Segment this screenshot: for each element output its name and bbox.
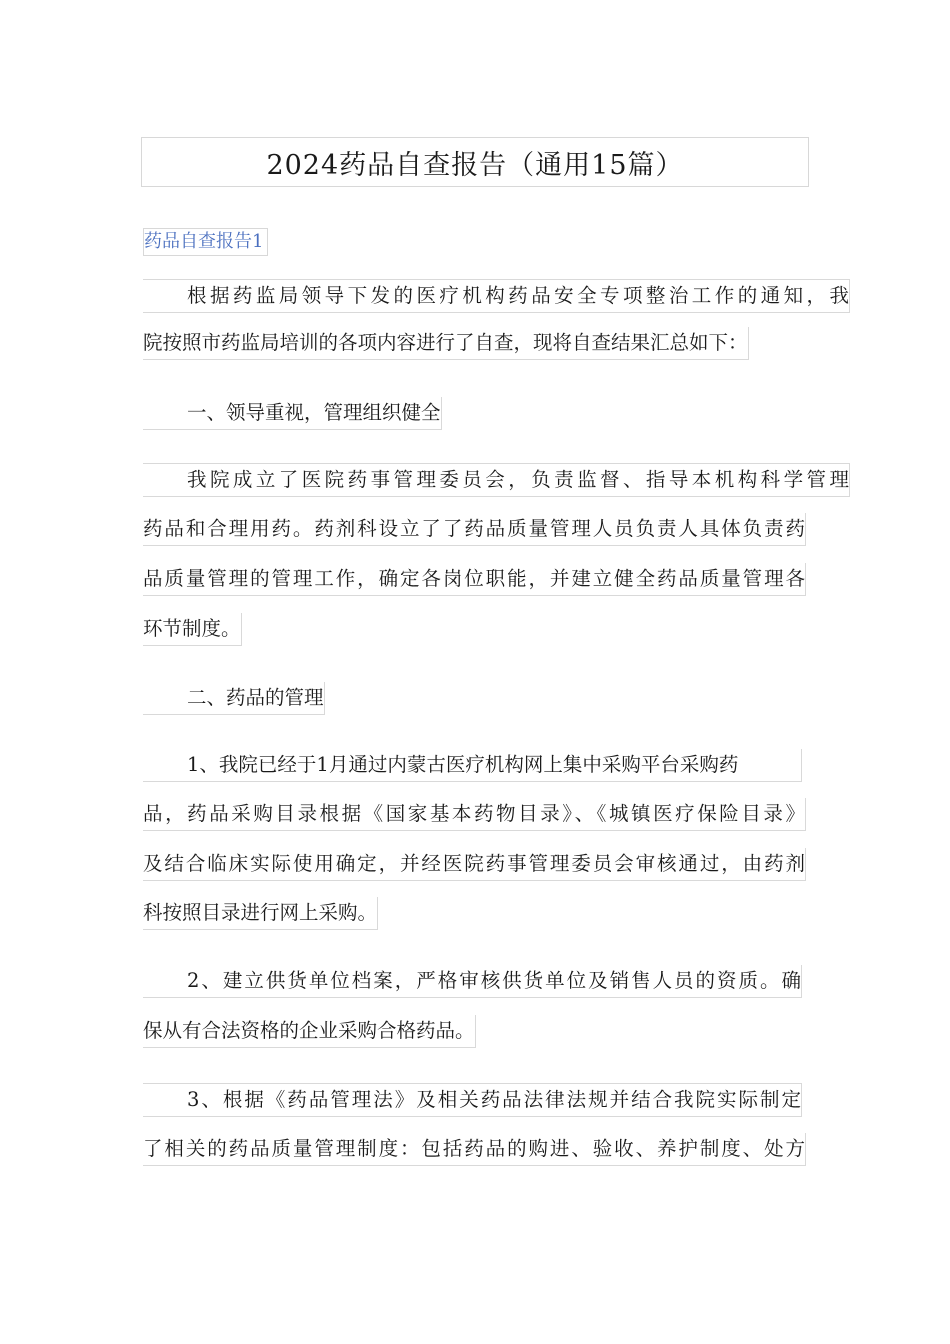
paragraph-line: 1、我院已经于1月通过内蒙古医疗机构网上集中采购平台采购药	[143, 749, 802, 782]
paragraph-line: 保从有合法资格的企业采购合格药品。	[143, 1015, 476, 1048]
document-title: 2024药品自查报告（通用15篇）	[141, 137, 809, 187]
paragraph-line: 及结合临床实际使用确定，并经医院药事管理委员会审核通过，由药剂	[143, 848, 806, 881]
paragraph-line: 品，药品采购目录根据《国家基本药物目录》、《城镇医疗保险目录》	[143, 798, 806, 831]
paragraph-line: 院按照市药监局培训的各项内容进行了自查，现将自查结果汇总如下：	[143, 327, 749, 360]
paragraph-line: 2、建立供货单位档案，严格审核供货单位及销售人员的资质。确	[143, 965, 802, 998]
paragraph-line: 了相关的药品质量管理制度：包括药品的购进、验收、养护制度、处方	[143, 1133, 806, 1166]
subheading-leadership: 一、领导重视，管理组织健全	[143, 397, 442, 430]
paragraph-line: 根据药监局领导下发的医疗机构药品安全专项整治工作的通知，我	[143, 279, 850, 313]
section-heading-link[interactable]: 药品自查报告1	[143, 228, 268, 256]
paragraph-line: 药品和合理用药。药剂科设立了了药品质量管理人员负责人具体负责药	[143, 513, 806, 546]
paragraph-line: 我院成立了医院药事管理委员会，负责监督、指导本机构科学管理	[143, 463, 850, 497]
paragraph-line: 3、根据《药品管理法》及相关药品法律法规并结合我院实际制定	[143, 1083, 802, 1117]
paragraph-line: 品质量管理的管理工作，确定各岗位职能，并建立健全药品质量管理各	[143, 563, 806, 596]
paragraph-line: 环节制度。	[143, 613, 242, 646]
subheading-drug-management: 二、药品的管理	[143, 682, 325, 715]
paragraph-line: 科按照目录进行网上采购。	[143, 897, 378, 930]
